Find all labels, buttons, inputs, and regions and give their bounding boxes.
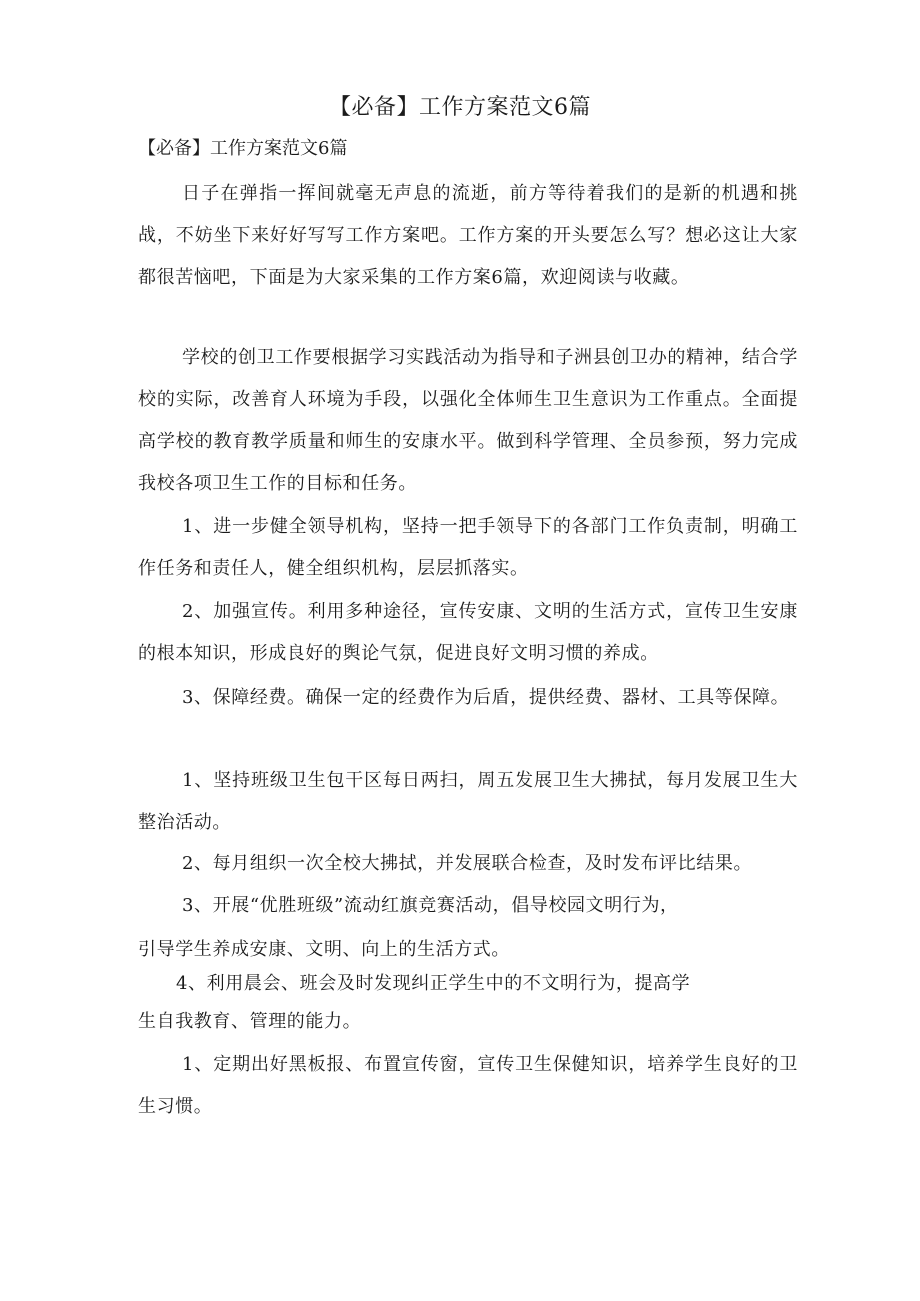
- document-title: 【必备】工作方案范文6篇: [329, 95, 591, 120]
- paragraph-act-1: 1、坚持班级卫生包干区每日两扫，周五发展卫生大拂拭，每月发展卫生大整治活动。: [138, 770, 798, 833]
- paragraph-act-3-line-1: 3、开展“优胜班级”流动红旗竞赛活动，倡导校园文明行为，: [182, 895, 679, 916]
- paragraph-org-3: 3、保障经费。确保一定的经费作为后盾，提供经费、器材、工具等保障。: [182, 687, 790, 708]
- paragraph-school: 学校的创卫工作要根据学习实践活动为指导和子洲县创卫办的精神，结合学校的实际，改善育人环境为手段，以强化全体师生卫生意识为工作重点。全面提高学校的教育教学质量和师生的安康水平。做到科学管理、全员参预，努力完成我校各项卫生工作的目标和任务。: [138, 347, 798, 494]
- paragraph-act-4-line-1: 4、利用晨会、班会及时发现纠正学生中的不文明行为，提高学: [176, 973, 691, 994]
- paragraph-intro: 日子在弹指一挥间就毫无声息的流逝，前方等待着我们的是新的机遇和挑战，不妨坐下来好好写写工作方案吧。工作方案的开头要怎么写？想必这让大家都很苦恼吧，下面是为大家采集的工作方案6篇，欢迎阅读与收藏。: [138, 183, 798, 288]
- paragraph-act-2: 2、每月组织一次全校大拂拭，并发展联合检查，及时发布评比结果。: [182, 853, 753, 874]
- paragraph-org-2: 2、加强宣传。利用多种途径，宣传安康、文明的生活方式，宣传卫生安康的根本知识，形成良好的舆论气氛，促进良好文明习惯的养成。: [138, 601, 798, 664]
- document-subtitle: 【必备】工作方案范文6篇: [138, 138, 348, 159]
- paragraph-act-4-line-2: 生自我教育、管理的能力。: [138, 1011, 362, 1032]
- paragraph-org-1: 1、进一步健全领导机构，坚持一把手领导下的各部门工作负责制，明确工作任务和责任人，健全组织机构，层层抓落实。: [138, 516, 798, 579]
- paragraph-edu-1: 1、定期出好黑板报、布置宣传窗，宣传卫生保健知识，培养学生良好的卫生习惯。: [138, 1054, 798, 1117]
- paragraph-act-3-line-2: 引导学生养成安康、文明、向上的生活方式。: [138, 939, 510, 960]
